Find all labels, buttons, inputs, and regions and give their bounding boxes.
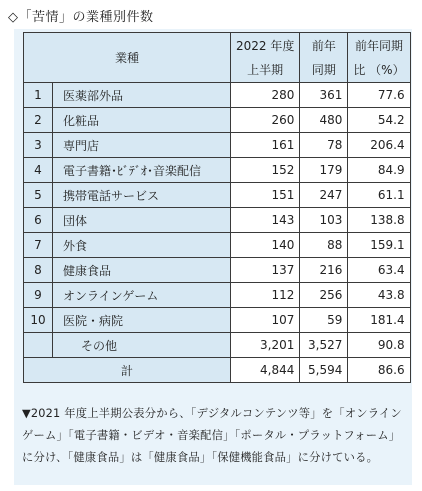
table-row (24, 133, 411, 158)
table-row (24, 208, 411, 233)
rank-cell: 7 (24, 233, 53, 258)
rank-cell: 5 (24, 183, 53, 208)
rank-cell: 3 (24, 133, 53, 158)
header-ratio-line2: 比 （%） (353, 62, 405, 77)
header-prev-line1: 前年 (311, 38, 336, 53)
rank-cell: 6 (24, 208, 53, 233)
header-ratio (348, 33, 410, 83)
prev-value: 59 (300, 308, 348, 333)
current-value: 107 (231, 308, 300, 333)
category-name: 外食 (53, 233, 231, 258)
prev-value: 179 (300, 158, 348, 183)
current-value: 112 (231, 283, 300, 308)
header-prev (300, 33, 348, 83)
current-value: 137 (231, 258, 300, 283)
footnote: ▼2021 年度上半期公表分から、「デジタルコンテンツ等」を「オンラインゲーム」「電子書籍・ビデオ・音楽配信」「ポータル・プラットフォーム」に分け、「健康食品」は「健康食品」「保健機能食品」に分けている。 (22, 407, 402, 464)
table-row-total (24, 358, 411, 383)
category-name: 健康食品 (53, 258, 231, 283)
other-prev: 3,527 (300, 333, 348, 358)
prev-value: 216 (300, 258, 348, 283)
prev-value: 78 (300, 133, 348, 158)
header-category: 業種 (24, 33, 231, 83)
prev-value: 480 (300, 108, 348, 133)
category-name: 電子書籍･ﾋﾞﾃﾞｵ･音楽配信 (53, 158, 231, 183)
table-row-other (24, 333, 411, 358)
ratio-value: 206.4 (348, 133, 410, 158)
table-panel (14, 29, 412, 485)
header-current-line1: 2022 年度 (236, 38, 295, 53)
table-row (24, 233, 411, 258)
header-current (231, 33, 300, 83)
current-value: 140 (231, 233, 300, 258)
prev-value: 247 (300, 183, 348, 208)
total-current: 4,844 (231, 358, 300, 383)
rank-cell: 10 (24, 308, 53, 333)
other-name: その他 (53, 333, 231, 358)
ratio-value: 138.8 (348, 208, 410, 233)
table-row (24, 258, 411, 283)
rank-cell: 1 (24, 83, 53, 108)
table-row (24, 108, 411, 133)
category-name: 医薬部外品 (53, 83, 231, 108)
other-current: 3,201 (231, 333, 300, 358)
category-name: オンラインゲーム (53, 283, 231, 308)
total-label: 計 (24, 358, 231, 383)
current-value: 143 (231, 208, 300, 233)
complaints-table (23, 32, 411, 383)
ratio-value: 63.4 (348, 258, 410, 283)
current-value: 260 (231, 108, 300, 133)
prev-value: 256 (300, 283, 348, 308)
category-name: 専門店 (53, 133, 231, 158)
current-value: 151 (231, 183, 300, 208)
page-title: ◇「苦情」の業種別件数 (8, 10, 154, 25)
table-row (24, 158, 411, 183)
rank-cell: 8 (24, 258, 53, 283)
table-header-row (24, 33, 411, 83)
ratio-value: 54.2 (348, 108, 410, 133)
prev-value: 361 (300, 83, 348, 108)
prev-value: 88 (300, 233, 348, 258)
category-name: 医院・病院 (53, 308, 231, 333)
ratio-value: 61.1 (348, 183, 410, 208)
total-ratio: 86.6 (348, 358, 410, 383)
table-row (24, 83, 411, 108)
ratio-value: 43.8 (348, 283, 410, 308)
current-value: 152 (231, 158, 300, 183)
current-value: 280 (231, 83, 300, 108)
table-row (24, 308, 411, 333)
ratio-value: 181.4 (348, 308, 410, 333)
category-name: 団体 (53, 208, 231, 233)
current-value: 161 (231, 133, 300, 158)
header-prev-line2: 同期 (311, 62, 336, 77)
other-ratio: 90.8 (348, 333, 410, 358)
rank-cell: 9 (24, 283, 53, 308)
category-name: 携帯電話サービス (53, 183, 231, 208)
category-name: 化粧品 (53, 108, 231, 133)
ratio-value: 77.6 (348, 83, 410, 108)
table-row (24, 183, 411, 208)
total-prev: 5,594 (300, 358, 348, 383)
header-ratio-line1: 前年同期 (354, 38, 403, 53)
ratio-value: 159.1 (348, 233, 410, 258)
ratio-value: 84.9 (348, 158, 410, 183)
header-current-line2: 上半期 (247, 62, 284, 77)
rank-cell: 2 (24, 108, 53, 133)
prev-value: 103 (300, 208, 348, 233)
rank-cell: 4 (24, 158, 53, 183)
table-row (24, 283, 411, 308)
other-rank-cell (24, 333, 53, 358)
